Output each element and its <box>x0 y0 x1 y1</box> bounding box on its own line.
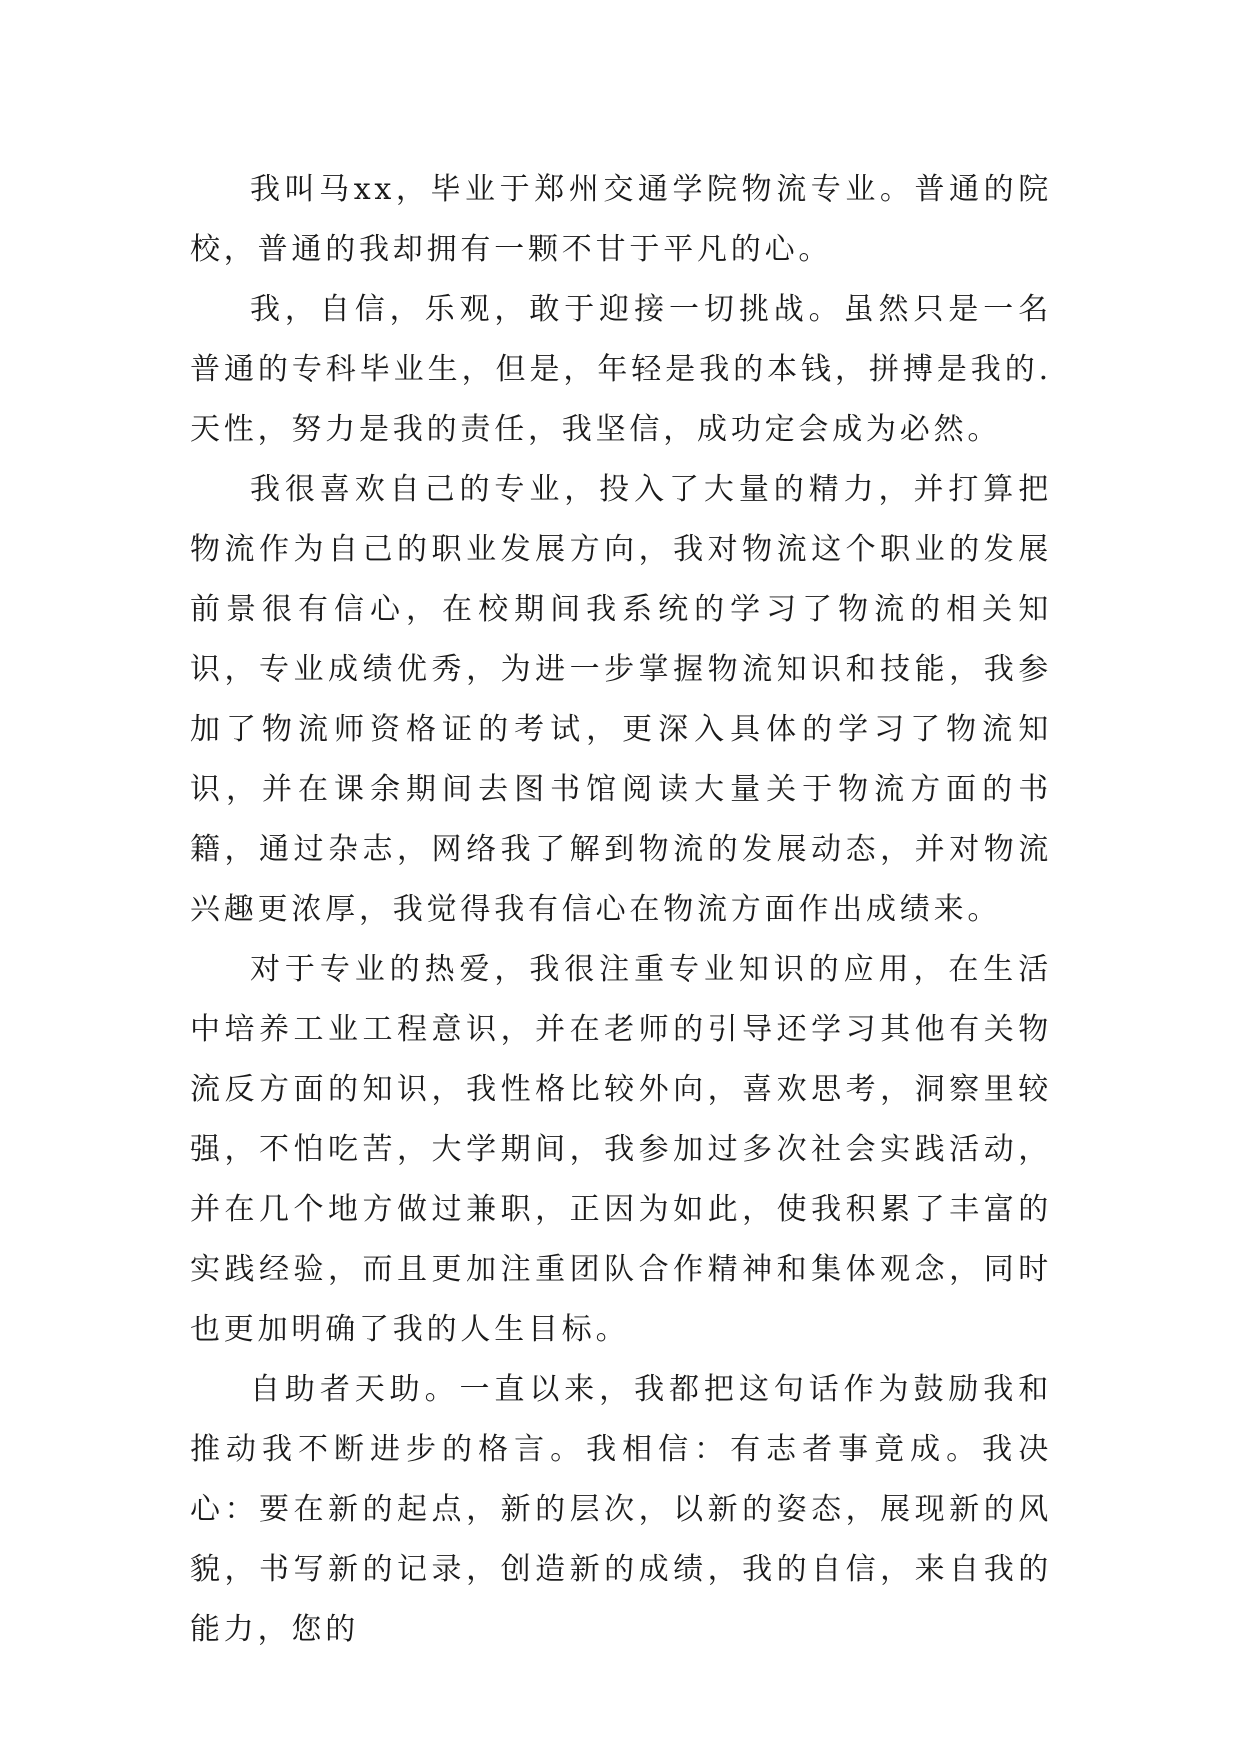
paragraph-major: 我很喜欢自己的专业，投入了大量的精力，并打算把物流作为自己的职业发展方向，我对物流这个职业的发展前景很有信心，在校期间我系统的学习了物流的相关知识，专业成绩优秀，为进一步掌握物流知识和技能，我参加了物流师资格证的考试，更深入具体的学习了物流知识，并在课余期间去图书馆阅读大量关于物流方面的书籍，通过杂志，网络我了解到物流的发展动态，并对物流兴趣更浓厚，我觉得我有信心在物流方面作出成绩来。 <box>190 472 1052 927</box>
paragraph-practice: 对于专业的热爱，我很注重专业知识的应用，在生活中培养工业工程意识，并在老师的引导还学习其他有关物流反方面的知识，我性格比较外向，喜欢思考，洞察里较强，不怕吃苦，大学期间，我参加过多次社会实践活动，并在几个地方做过兼职，正因为如此，使我积累了丰富的实践经验，而且更加注重团队合作精神和集体观念，同时也更加明确了我的人生目标。 <box>190 952 1052 1347</box>
document-body <box>190 160 1052 1660</box>
paragraph-confidence: 我，自信，乐观，敢于迎接一切挑战。虽然只是一名普通的专科毕业生，但是，年轻是我的本钱，拼搏是我的.天性，努力是我的责任，我坚信，成功定会成为必然。 <box>190 292 1052 447</box>
paragraph-motto: 自助者天助。一直以来，我都把这句话作为鼓励我和推动我不断进步的格言。我相信：有志者事竟成。我决心：要在新的起点，新的层次，以新的姿态，展现新的风貌，书写新的记录，创造新的成绩，我的自信，来自我的能力，您的 <box>190 1372 1052 1647</box>
paragraph-intro: 我叫马xx，毕业于郑州交通学院物流专业。普通的院校，普通的我却拥有一颗不甘于平凡的心。 <box>190 172 1052 267</box>
